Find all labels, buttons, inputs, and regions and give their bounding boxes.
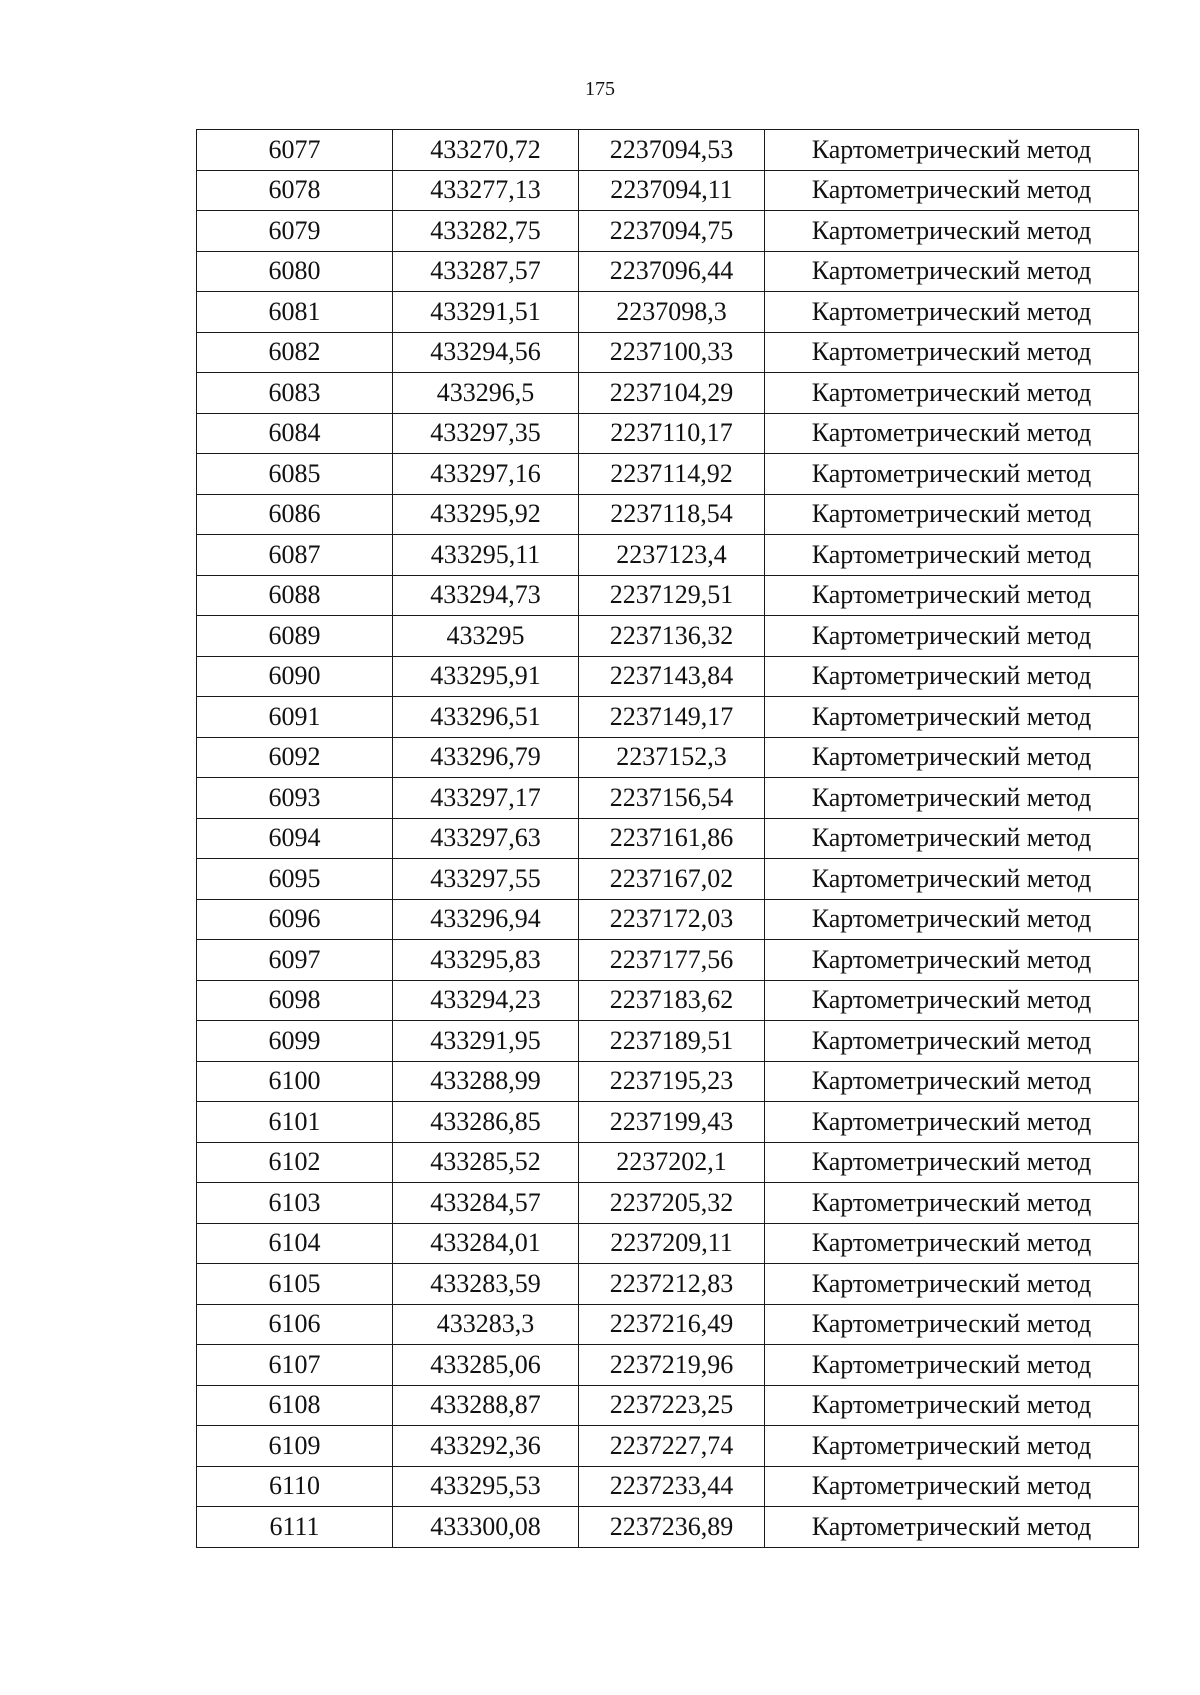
point-number-cell: 6105 (197, 1264, 393, 1305)
point-number-cell: 6078 (197, 170, 393, 211)
x-coordinate-cell: 433292,36 (393, 1426, 579, 1467)
table-row (197, 899, 1139, 940)
point-number-cell: 6083 (197, 373, 393, 414)
point-number-cell: 6089 (197, 616, 393, 657)
x-coordinate-cell: 433297,17 (393, 778, 579, 819)
point-number-cell: 6095 (197, 859, 393, 900)
x-coordinate-cell: 433295,92 (393, 494, 579, 535)
table-row (197, 373, 1139, 414)
point-number-cell: 6077 (197, 130, 393, 171)
table-row (197, 859, 1139, 900)
table-row (197, 251, 1139, 292)
x-coordinate-cell: 433277,13 (393, 170, 579, 211)
method-cell: Картометрический метод (765, 454, 1139, 495)
point-number-cell: 6100 (197, 1061, 393, 1102)
y-coordinate-cell: 2237189,51 (579, 1021, 765, 1062)
point-number-cell: 6097 (197, 940, 393, 981)
x-coordinate-cell: 433297,63 (393, 818, 579, 859)
method-cell: Картометрический метод (765, 251, 1139, 292)
point-number-cell: 6091 (197, 697, 393, 738)
point-number-cell: 6099 (197, 1021, 393, 1062)
x-coordinate-cell: 433296,79 (393, 737, 579, 778)
table-row (197, 1021, 1139, 1062)
point-number-cell: 6082 (197, 332, 393, 373)
y-coordinate-cell: 2237202,1 (579, 1142, 765, 1183)
method-cell: Картометрический метод (765, 494, 1139, 535)
table-row (197, 575, 1139, 616)
method-cell: Картометрический метод (765, 1426, 1139, 1467)
method-cell: Картометрический метод (765, 818, 1139, 859)
x-coordinate-cell: 433295,53 (393, 1466, 579, 1507)
table-row (197, 332, 1139, 373)
table-row (197, 980, 1139, 1021)
table-row (197, 1183, 1139, 1224)
y-coordinate-cell: 2237143,84 (579, 656, 765, 697)
method-cell: Картометрический метод (765, 940, 1139, 981)
table-row (197, 1264, 1139, 1305)
y-coordinate-cell: 2237156,54 (579, 778, 765, 819)
point-number-cell: 6111 (197, 1507, 393, 1548)
table-row (197, 1061, 1139, 1102)
method-cell: Картометрический метод (765, 737, 1139, 778)
method-cell: Картометрический метод (765, 413, 1139, 454)
method-cell: Картометрический метод (765, 292, 1139, 333)
x-coordinate-cell: 433286,85 (393, 1102, 579, 1143)
y-coordinate-cell: 2237136,32 (579, 616, 765, 657)
y-coordinate-cell: 2237096,44 (579, 251, 765, 292)
y-coordinate-cell: 2237205,32 (579, 1183, 765, 1224)
x-coordinate-cell: 433294,56 (393, 332, 579, 373)
table-row (197, 292, 1139, 333)
x-coordinate-cell: 433287,57 (393, 251, 579, 292)
table-row (197, 1426, 1139, 1467)
y-coordinate-cell: 2237152,3 (579, 737, 765, 778)
x-coordinate-cell: 433288,87 (393, 1385, 579, 1426)
y-coordinate-cell: 2237236,89 (579, 1507, 765, 1548)
method-cell: Картометрический метод (765, 211, 1139, 252)
y-coordinate-cell: 2237149,17 (579, 697, 765, 738)
x-coordinate-cell: 433283,59 (393, 1264, 579, 1305)
y-coordinate-cell: 2237219,96 (579, 1345, 765, 1386)
table-row (197, 818, 1139, 859)
x-coordinate-cell: 433294,73 (393, 575, 579, 616)
y-coordinate-cell: 2237227,74 (579, 1426, 765, 1467)
x-coordinate-cell: 433295 (393, 616, 579, 657)
x-coordinate-cell: 433297,16 (393, 454, 579, 495)
y-coordinate-cell: 2237114,92 (579, 454, 765, 495)
table-row (197, 656, 1139, 697)
coordinates-table-body (197, 130, 1139, 1548)
table-row (197, 1466, 1139, 1507)
table-row (197, 1345, 1139, 1386)
table-row (197, 1385, 1139, 1426)
x-coordinate-cell: 433285,06 (393, 1345, 579, 1386)
method-cell: Картометрический метод (765, 980, 1139, 1021)
y-coordinate-cell: 2237094,53 (579, 130, 765, 171)
table-row (197, 940, 1139, 981)
method-cell: Картометрический метод (765, 373, 1139, 414)
method-cell: Картометрический метод (765, 656, 1139, 697)
x-coordinate-cell: 433283,3 (393, 1304, 579, 1345)
x-coordinate-cell: 433297,35 (393, 413, 579, 454)
table-row (197, 737, 1139, 778)
method-cell: Картометрический метод (765, 778, 1139, 819)
y-coordinate-cell: 2237212,83 (579, 1264, 765, 1305)
point-number-cell: 6087 (197, 535, 393, 576)
method-cell: Картометрический метод (765, 575, 1139, 616)
method-cell: Картометрический метод (765, 130, 1139, 171)
method-cell: Картометрический метод (765, 1223, 1139, 1264)
table-row (197, 170, 1139, 211)
y-coordinate-cell: 2237183,62 (579, 980, 765, 1021)
y-coordinate-cell: 2237100,33 (579, 332, 765, 373)
table-row (197, 211, 1139, 252)
page-number: 175 (585, 78, 615, 100)
method-cell: Картометрический метод (765, 1183, 1139, 1224)
y-coordinate-cell: 2237098,3 (579, 292, 765, 333)
table-row (197, 1304, 1139, 1345)
point-number-cell: 6094 (197, 818, 393, 859)
point-number-cell: 6093 (197, 778, 393, 819)
method-cell: Картометрический метод (765, 1142, 1139, 1183)
method-cell: Картометрический метод (765, 1021, 1139, 1062)
method-cell: Картометрический метод (765, 1385, 1139, 1426)
x-coordinate-cell: 433296,94 (393, 899, 579, 940)
x-coordinate-cell: 433295,83 (393, 940, 579, 981)
method-cell: Картометрический метод (765, 899, 1139, 940)
table-row (197, 130, 1139, 171)
y-coordinate-cell: 2237223,25 (579, 1385, 765, 1426)
method-cell: Картометрический метод (765, 332, 1139, 373)
table-row (197, 1142, 1139, 1183)
method-cell: Картометрический метод (765, 1466, 1139, 1507)
y-coordinate-cell: 2237161,86 (579, 818, 765, 859)
point-number-cell: 6096 (197, 899, 393, 940)
method-cell: Картометрический метод (765, 535, 1139, 576)
point-number-cell: 6084 (197, 413, 393, 454)
y-coordinate-cell: 2237094,75 (579, 211, 765, 252)
x-coordinate-cell: 433284,01 (393, 1223, 579, 1264)
table-row (197, 1102, 1139, 1143)
y-coordinate-cell: 2237104,29 (579, 373, 765, 414)
point-number-cell: 6085 (197, 454, 393, 495)
point-number-cell: 6092 (197, 737, 393, 778)
x-coordinate-cell: 433295,91 (393, 656, 579, 697)
x-coordinate-cell: 433285,52 (393, 1142, 579, 1183)
y-coordinate-cell: 2237118,54 (579, 494, 765, 535)
method-cell: Картометрический метод (765, 616, 1139, 657)
y-coordinate-cell: 2237209,11 (579, 1223, 765, 1264)
x-coordinate-cell: 433284,57 (393, 1183, 579, 1224)
method-cell: Картометрический метод (765, 170, 1139, 211)
point-number-cell: 6102 (197, 1142, 393, 1183)
x-coordinate-cell: 433294,23 (393, 980, 579, 1021)
table-row (197, 697, 1139, 738)
y-coordinate-cell: 2237129,51 (579, 575, 765, 616)
y-coordinate-cell: 2237167,02 (579, 859, 765, 900)
point-number-cell: 6088 (197, 575, 393, 616)
point-number-cell: 6086 (197, 494, 393, 535)
y-coordinate-cell: 2237233,44 (579, 1466, 765, 1507)
y-coordinate-cell: 2237195,23 (579, 1061, 765, 1102)
point-number-cell: 6106 (197, 1304, 393, 1345)
table-row (197, 413, 1139, 454)
y-coordinate-cell: 2237094,11 (579, 170, 765, 211)
x-coordinate-cell: 433282,75 (393, 211, 579, 252)
x-coordinate-cell: 433295,11 (393, 535, 579, 576)
point-number-cell: 6081 (197, 292, 393, 333)
x-coordinate-cell: 433291,95 (393, 1021, 579, 1062)
table-row (197, 778, 1139, 819)
table-row (197, 535, 1139, 576)
point-number-cell: 6080 (197, 251, 393, 292)
method-cell: Картометрический метод (765, 859, 1139, 900)
y-coordinate-cell: 2237123,4 (579, 535, 765, 576)
x-coordinate-cell: 433288,99 (393, 1061, 579, 1102)
x-coordinate-cell: 433296,5 (393, 373, 579, 414)
y-coordinate-cell: 2237177,56 (579, 940, 765, 981)
method-cell: Картометрический метод (765, 1264, 1139, 1305)
point-number-cell: 6079 (197, 211, 393, 252)
x-coordinate-cell: 433270,72 (393, 130, 579, 171)
x-coordinate-cell: 433291,51 (393, 292, 579, 333)
y-coordinate-cell: 2237110,17 (579, 413, 765, 454)
method-cell: Картометрический метод (765, 1304, 1139, 1345)
point-number-cell: 6108 (197, 1385, 393, 1426)
table-row (197, 454, 1139, 495)
point-number-cell: 6109 (197, 1426, 393, 1467)
table-row (197, 1507, 1139, 1548)
point-number-cell: 6104 (197, 1223, 393, 1264)
point-number-cell: 6107 (197, 1345, 393, 1386)
y-coordinate-cell: 2237172,03 (579, 899, 765, 940)
point-number-cell: 6098 (197, 980, 393, 1021)
point-number-cell: 6090 (197, 656, 393, 697)
y-coordinate-cell: 2237199,43 (579, 1102, 765, 1143)
x-coordinate-cell: 433296,51 (393, 697, 579, 738)
point-number-cell: 6103 (197, 1183, 393, 1224)
point-number-cell: 6101 (197, 1102, 393, 1143)
point-number-cell: 6110 (197, 1466, 393, 1507)
y-coordinate-cell: 2237216,49 (579, 1304, 765, 1345)
table-row (197, 494, 1139, 535)
method-cell: Картометрический метод (765, 1061, 1139, 1102)
table-row (197, 616, 1139, 657)
method-cell: Картометрический метод (765, 1507, 1139, 1548)
x-coordinate-cell: 433300,08 (393, 1507, 579, 1548)
table-row (197, 1223, 1139, 1264)
method-cell: Картометрический метод (765, 1345, 1139, 1386)
method-cell: Картометрический метод (765, 1102, 1139, 1143)
coordinates-table (196, 129, 1139, 1548)
method-cell: Картометрический метод (765, 697, 1139, 738)
x-coordinate-cell: 433297,55 (393, 859, 579, 900)
